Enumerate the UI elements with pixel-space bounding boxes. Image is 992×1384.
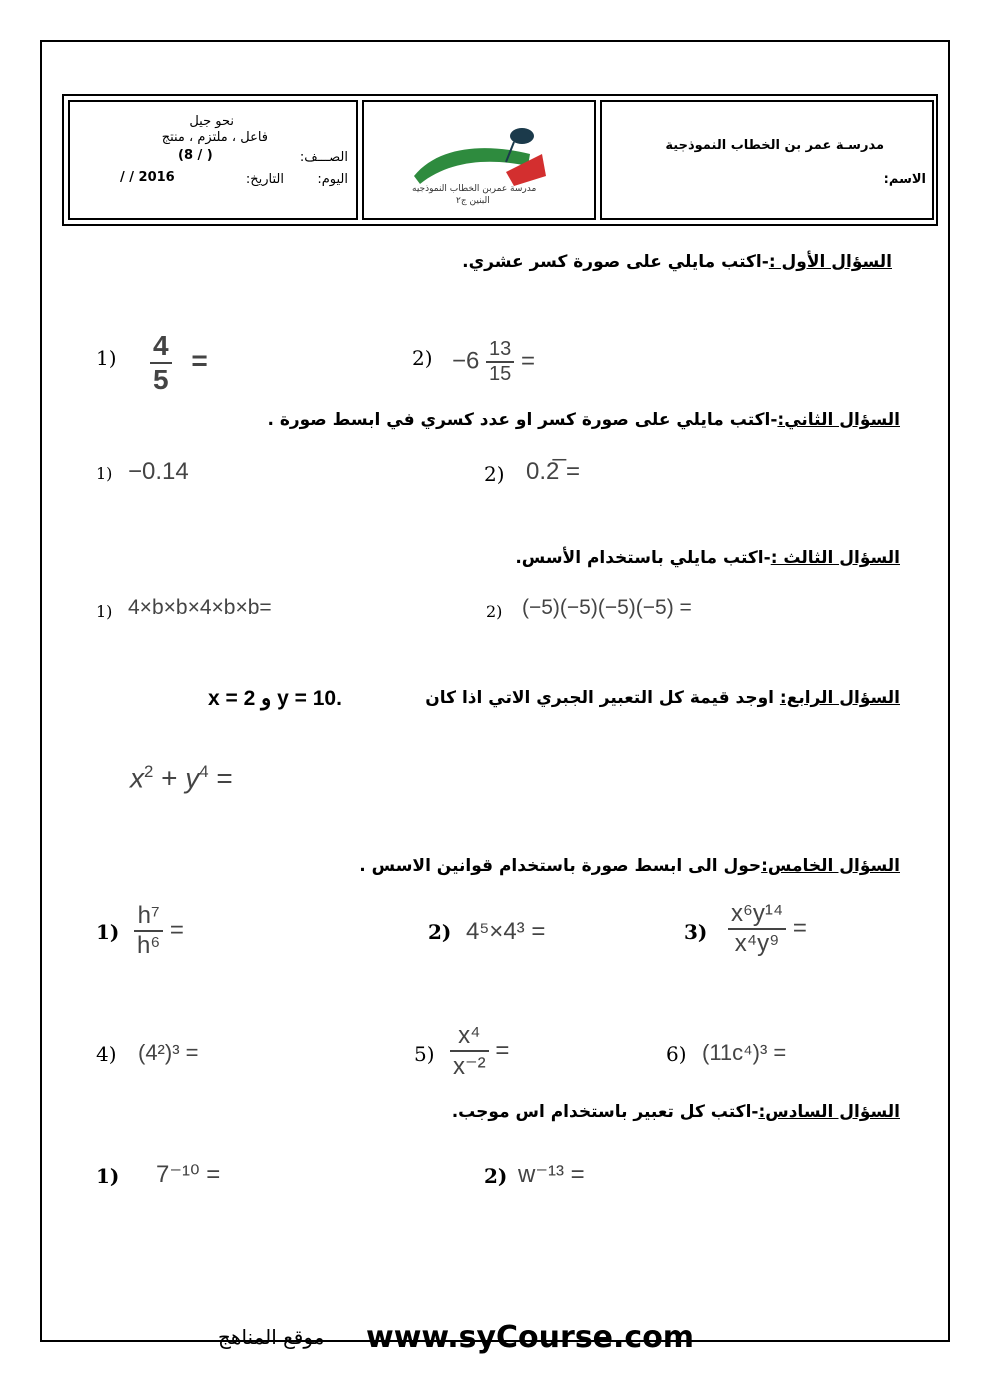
q2-item1-expr: −0.14 — [128, 458, 189, 485]
q3-text: -اكتب مايلي باستخدام الأسس. — [515, 548, 771, 568]
q6-label: السؤال السادس: — [758, 1102, 900, 1122]
q5-item3-number: 3) — [684, 920, 708, 944]
q4-equals: = — [208, 762, 233, 794]
q4-base-y: y — [185, 762, 200, 794]
q5-item1-number: 1) — [96, 920, 120, 944]
q5-item5-expr — [450, 1022, 509, 1081]
q3-item2-expr: (−5)(−5)(−5)(−5) = — [522, 596, 692, 619]
q1-item2-number: 2) — [412, 346, 433, 370]
logo-caption-2: البنين ج٢ — [456, 196, 490, 206]
q4-exp-x: 2 — [144, 762, 154, 781]
q5-item3-fraction — [728, 900, 786, 958]
q5-item1-equals: = — [169, 916, 184, 944]
q1-item1-equals: = — [191, 345, 208, 377]
q6-item2-expr: w⁻¹³ = — [518, 1161, 585, 1188]
q5-item5-denominator: x⁻² — [453, 1053, 486, 1080]
q5-title — [359, 856, 900, 876]
q5-text: حول الى ابسط صورة باستخدام قوانين الاسس . — [359, 856, 762, 876]
header-school-cell — [600, 100, 934, 220]
q4-expression — [130, 762, 233, 794]
q1-item1-denominator: 5 — [153, 364, 169, 395]
q4-condition: x = 2 و y = 10. — [208, 687, 342, 710]
q1-item1-fraction — [150, 330, 172, 396]
q1-title — [462, 252, 892, 272]
q5-item6-expr: (11c⁴)³ = — [702, 1040, 787, 1065]
q5-label: السؤال الخامس: — [761, 856, 900, 876]
footer-site-url[interactable]: www.syCourse.com — [366, 1320, 695, 1355]
q5-item5-number: 5) — [414, 1042, 435, 1066]
q3-item1-number: 1) — [96, 602, 113, 621]
q5-item1-fraction — [134, 902, 163, 960]
q1-item1-number: 1) — [96, 346, 117, 370]
q1-item2-whole: −6 — [452, 347, 480, 375]
q1-label: السؤال الأول : — [768, 252, 892, 272]
date-label: التاريخ: — [245, 172, 284, 187]
q3-label: السؤال الثالث : — [770, 548, 900, 568]
motto-line-2: فاعل ، ملتزم ، منتج — [161, 130, 268, 145]
q5-item2-number: 2) — [428, 920, 452, 944]
q5-item2-expr: 4⁵×4³ = — [466, 918, 546, 945]
q2-label: السؤال الثاني: — [777, 410, 900, 430]
header-table — [62, 94, 938, 226]
q4-text: اوجد قيمة كل التعبير الجبري الاتي اذا كان — [425, 688, 780, 708]
q6-title — [452, 1102, 900, 1122]
q3-title — [515, 548, 900, 568]
q1-item2-denominator: 15 — [489, 363, 512, 385]
q4-label: السؤال الرابع: — [779, 688, 900, 708]
q4-exp-y: 4 — [199, 762, 209, 781]
q5-item4-expr: (4²)³ = — [138, 1040, 199, 1065]
q1-item2-numerator: 13 — [486, 338, 514, 363]
q2-item1-number: 1) — [96, 464, 113, 483]
footer-site-name: موقع المناهج — [218, 1325, 325, 1349]
class-label: الصـــف: — [299, 150, 348, 165]
q1-item2-fraction — [486, 338, 514, 386]
q6-item2-number: 2) — [484, 1164, 508, 1188]
q6-item1-number: 1) — [96, 1164, 120, 1188]
q3-item2-number: 2) — [486, 602, 503, 621]
q1-text: -اكتب مايلي على صورة كسر عشري. — [462, 252, 769, 272]
header-info-cell — [68, 100, 358, 220]
q5-item6-number: 6) — [666, 1042, 687, 1066]
q5-item5-numerator: x⁴ — [450, 1022, 489, 1052]
q2-item2-expr: 0.2̅ = — [526, 458, 581, 485]
q1-item2-expr — [452, 338, 535, 386]
date-value: / / 2016 — [120, 170, 175, 185]
q2-item2-number: 2) — [484, 462, 505, 486]
school-name: مدرسـة عمر بن الخطاب النموذجية — [665, 138, 884, 153]
q6-text: -اكتب كل تعبير باستخدام اس موجب. — [451, 1102, 759, 1122]
motto-line-1: نحو جيل — [189, 114, 234, 129]
day-label: اليوم: — [317, 172, 348, 187]
q2-text: -اكتب مايلي على صورة كسر او عدد كسري في ابسط صورة . — [267, 410, 778, 430]
q5-item5-fraction — [450, 1022, 489, 1081]
q5-item3-denominator: x⁴y⁹ — [734, 930, 780, 957]
q5-item4-number: 4) — [96, 1042, 117, 1066]
q4-plus: + — [153, 762, 186, 794]
q1-item1-expr — [150, 330, 208, 396]
q5-item1-denominator: h⁶ — [137, 932, 161, 959]
q6-item1-expr: 7⁻¹⁰ = — [156, 1161, 221, 1188]
class-value: (8 / ) — [178, 148, 213, 163]
q3-item1-expr: 4×b×b×4×b×b= — [128, 596, 272, 619]
q5-item1-numerator: h⁷ — [134, 902, 163, 932]
logo-caption-1: مدرسة عمربن الخطاب النموذجيه — [412, 184, 537, 194]
q5-item5-equals: = — [495, 1036, 510, 1064]
header-logo-cell — [362, 100, 596, 220]
q1-item1-numerator: 4 — [150, 330, 172, 364]
q5-item3-numerator: x⁶y¹⁴ — [728, 900, 786, 930]
q5-item3-equals: = — [792, 914, 807, 942]
q5-item1-expr — [134, 902, 184, 960]
q1-item2-equals: = — [520, 347, 535, 375]
q4-base-x: x — [130, 762, 144, 794]
q4-title — [425, 688, 900, 708]
q2-title — [267, 410, 900, 430]
q5-item3-expr — [728, 900, 807, 958]
name-label: الاسم: — [883, 172, 926, 187]
